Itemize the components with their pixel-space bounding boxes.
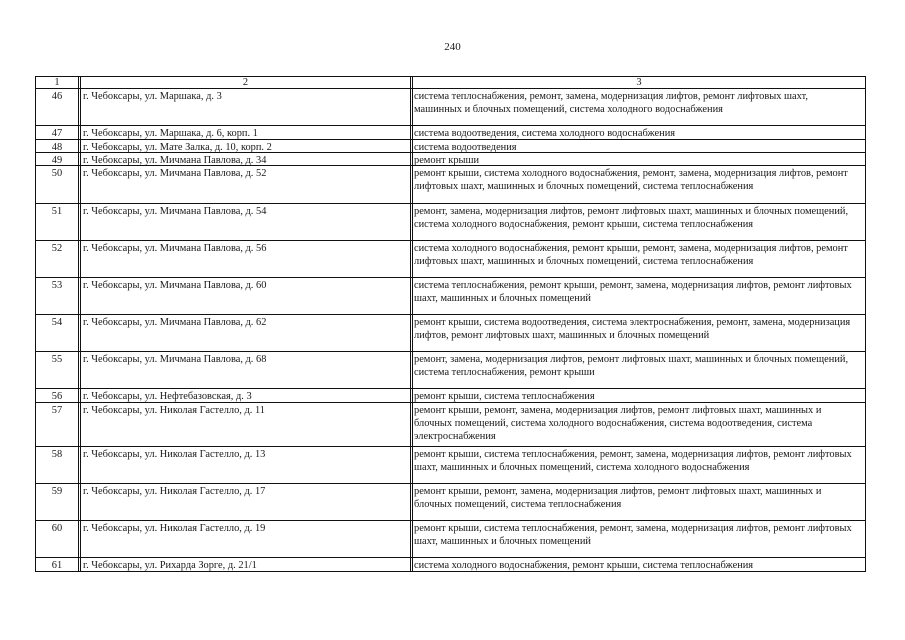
works-line: ремонт крыши, система холодного водоснабжения, ремонт, замена, модернизация лифтов, ремонт (414, 168, 848, 180)
row-number: 53 (35, 278, 79, 314)
table-row (35, 352, 866, 389)
row-works (412, 241, 866, 277)
table-row (35, 89, 866, 126)
row-address: г. Чебоксары, ул. Маршака, д. 6, корп. 1 (80, 126, 411, 138)
works-line: блочных помещений, система теплоснабжения (414, 499, 622, 511)
row-address: г. Чебоксары, ул. Мичмана Павлова, д. 54 (80, 204, 411, 240)
row-works (412, 352, 866, 388)
row-works (412, 126, 866, 138)
table-row (35, 278, 866, 315)
table-row (35, 521, 866, 558)
row-works (412, 447, 866, 483)
row-number: 48 (35, 140, 79, 152)
table-row (35, 204, 866, 241)
row-number: 54 (35, 315, 79, 351)
table-row (35, 126, 866, 139)
works-line: ремонт, замена, модернизация лифтов, ремонт лифтовых шахт, машинных и блочных помещений, (414, 205, 849, 217)
works-line: система водоотведения, система холодного водоснабжения (414, 128, 676, 139)
works-line: ремонт крыши, система теплоснабжения, ремонт, замена, модернизация лифтов, ремонт лифтовых (414, 448, 852, 460)
row-works (412, 403, 866, 446)
row-address: г. Чебоксары, ул. Нефтебазовская, д. 3 (80, 389, 411, 401)
table-row (35, 140, 866, 153)
works-line: система теплоснабжения, ремонт крыши (414, 367, 595, 379)
table-row (35, 447, 866, 484)
row-works (412, 153, 866, 165)
works-line: система холодного водоснабжения, ремонт крыши, система теплоснабжения (414, 218, 754, 230)
table-row (35, 241, 866, 278)
row-number: 60 (35, 521, 79, 557)
page-number: 240 (444, 41, 461, 53)
table-row (35, 153, 866, 166)
table-row (35, 315, 866, 352)
row-number: 51 (35, 204, 79, 240)
row-works (412, 140, 866, 152)
row-number: 57 (35, 403, 79, 446)
row-number: 56 (35, 389, 79, 401)
works-line: шахт, машинных и блочных помещений (414, 292, 591, 304)
row-address: г. Чебоксары, ул. Николая Гастелло, д. 19 (80, 521, 411, 557)
table-row (35, 166, 866, 203)
row-number: 52 (35, 241, 79, 277)
row-address: г. Чебоксары, ул. Мичмана Павлова, д. 52 (80, 166, 411, 202)
row-number: 59 (35, 484, 79, 520)
works-line: лифтов, ремонт лифтовых шахт, машинных и блочных помещений (414, 330, 710, 342)
row-works (412, 521, 866, 557)
works-line: ремонт крыши, ремонт, замена, модернизация лифтов, ремонт лифтовых шахт, машинных и (414, 404, 822, 416)
header-col-3: 3 (412, 77, 866, 88)
works-line: система теплоснабжения, ремонт крыши, ремонт, замена, модернизация лифтов, ремонт лифтовых (414, 279, 852, 291)
table-body (35, 89, 866, 572)
works-line: ремонт, замена, модернизация лифтов, ремонт лифтовых шахт, машинных и блочных помещений, (414, 354, 849, 366)
row-address: г. Чебоксары, ул. Мичмана Павлова, д. 62 (80, 315, 411, 351)
row-number: 58 (35, 447, 79, 483)
table-row (35, 389, 866, 402)
row-number: 50 (35, 166, 79, 202)
row-address: г. Чебоксары, ул. Маршака, д. 3 (80, 89, 411, 125)
row-address: г. Чебоксары, ул. Мичмана Павлова, д. 34 (80, 153, 411, 165)
row-address: г. Чебоксары, ул. Мичмана Павлова, д. 68 (80, 352, 411, 388)
works-line: лифтовых шахт, машинных и блочных помещений, система теплоснабжения (414, 255, 754, 267)
row-number: 46 (35, 89, 79, 125)
works-line: блочных помещений, система холодного водоснабжения, система водоотведения, система (414, 417, 813, 429)
row-works (412, 278, 866, 314)
works-line: ремонт крыши, система теплоснабжения, ремонт, замена, модернизация лифтов, ремонт лифтовых (414, 523, 852, 535)
row-number: 49 (35, 153, 79, 165)
row-works (412, 315, 866, 351)
row-number: 55 (35, 352, 79, 388)
row-works (412, 389, 866, 401)
header-col-1: 1 (35, 77, 79, 88)
row-works (412, 166, 866, 202)
works-line: система водоотведения (414, 141, 517, 152)
row-address: г. Чебоксары, ул. Рихарда Зорге, д. 21/1 (80, 558, 411, 570)
works-line: шахт, машинных и блочных помещений (414, 536, 591, 548)
works-table (35, 76, 866, 572)
row-works (412, 89, 866, 125)
works-line: машинных и блочных помещений, система холодного водоснабжения (414, 104, 723, 115)
works-line: система теплоснабжения, ремонт, замена, модернизация лифтов, ремонт лифтовых шахт, (414, 91, 808, 102)
works-line: ремонт крыши, система теплоснабжения (414, 391, 595, 402)
row-number: 61 (35, 558, 79, 570)
row-address: г. Чебоксары, ул. Мичмана Павлова, д. 56 (80, 241, 411, 277)
works-line: ремонт крыши, система водоотведения, система электроснабжения, ремонт, замена, модернизация (414, 317, 851, 329)
works-line: система холодного водоснабжения, ремонт крыши, ремонт, замена, модернизация лифтов, ремонт (414, 242, 848, 254)
table-header (35, 77, 866, 89)
row-address: г. Чебоксары, ул. Николая Гастелло, д. 11 (80, 403, 411, 446)
works-line: электроснабжения (414, 430, 496, 442)
works-line: ремонт крыши, ремонт, замена, модернизация лифтов, ремонт лифтовых шахт, машинных и (414, 486, 822, 498)
works-line: шахт, машинных и блочных помещений, система холодного водоснабжения (414, 461, 750, 473)
table-row (35, 403, 866, 447)
header-col-2: 2 (80, 77, 411, 88)
row-address: г. Чебоксары, ул. Мате Залка, д. 10, корп. 2 (80, 140, 411, 152)
table-row (35, 558, 866, 571)
row-works (412, 484, 866, 520)
works-line: лифтовых шахт, машинных и блочных помещений, система теплоснабжения (414, 181, 754, 193)
works-line: ремонт крыши (414, 154, 480, 166)
row-address: г. Чебоксары, ул. Мичмана Павлова, д. 60 (80, 278, 411, 314)
row-works (412, 558, 866, 570)
row-works (412, 204, 866, 240)
row-address: г. Чебоксары, ул. Николая Гастелло, д. 13 (80, 447, 411, 483)
row-number: 47 (35, 126, 79, 138)
table-row (35, 484, 866, 521)
row-address: г. Чебоксары, ул. Николая Гастелло, д. 17 (80, 484, 411, 520)
works-line: система холодного водоснабжения, ремонт крыши, система теплоснабжения (414, 560, 754, 571)
